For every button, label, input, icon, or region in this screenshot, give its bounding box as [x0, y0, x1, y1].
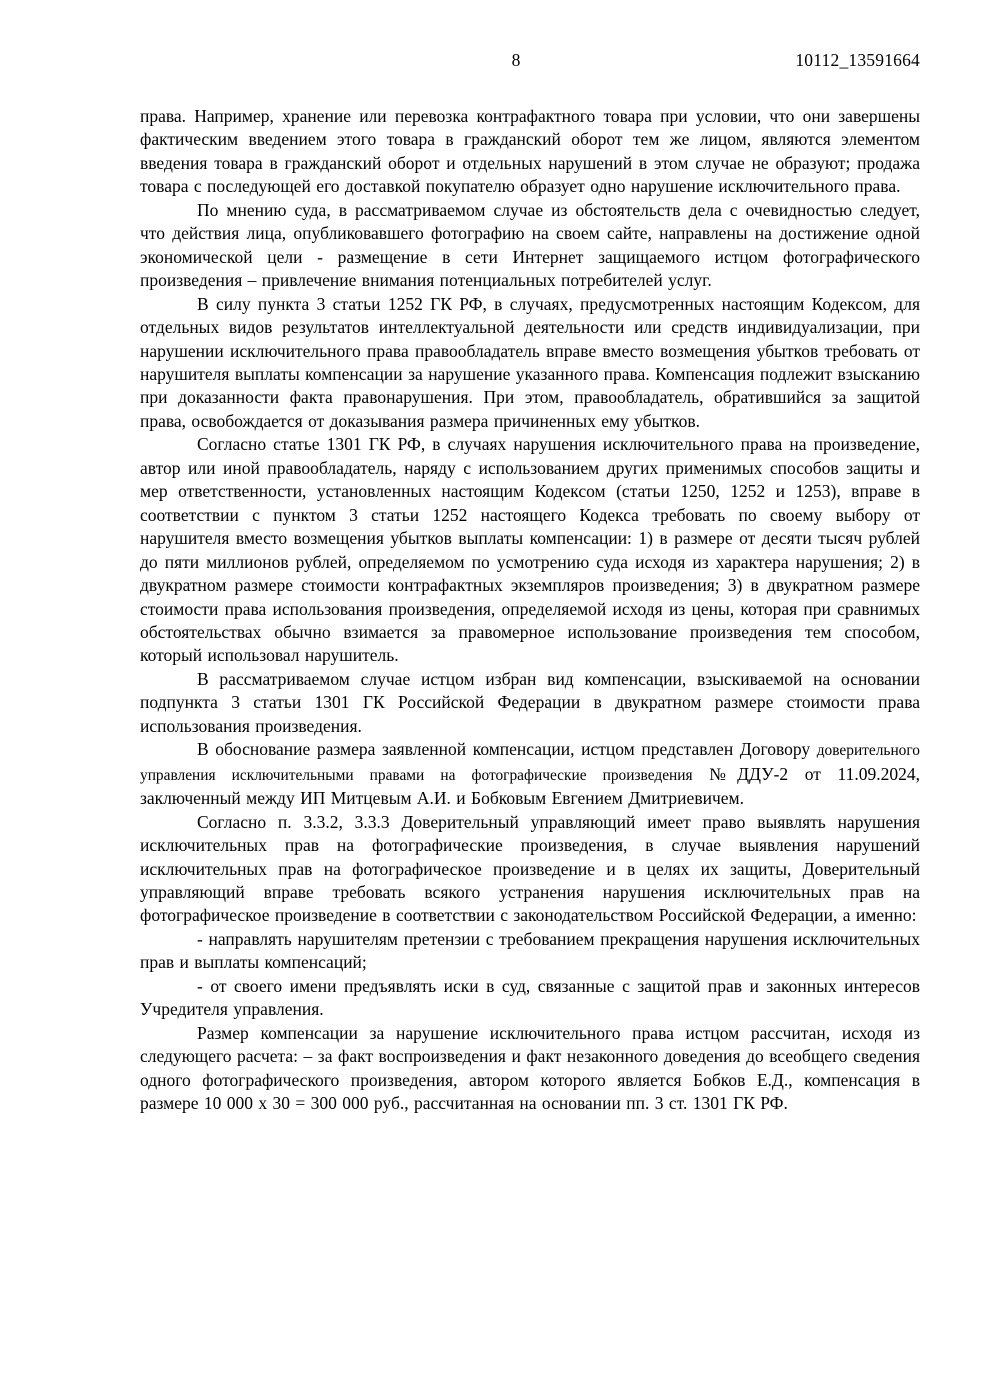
page-header — [140, 48, 920, 72]
paragraph-trustee-rights: Согласно п. 3.3.2, 3.3.3 Доверительный управляющий имеет право выявлять нарушения исключительных прав на фотографические произведения, в случае выявления нарушений исключительных прав на фотографическое произведение и в целях их защиты, Доверительный управляющий вправе требовать всякого устранения нарушения исключительных прав на фотографическое произведение в соответствии с законодательством Российской Федерации, а именно: — [140, 811, 920, 926]
paragraph-compensation-calculation: Размер компенсации за нарушение исключительного права истцом рассчитан, исходя из следующего расчета: – за факт воспроизведения и факт незаконного доведения до всеобщего сведения одного фотографического произведения, автором которого является Бобков Е.Д., компенсация в размере 10 000 х 30 = 300 000 руб., рассчитанная на основании пп. 3 ст. 1301 ГК РФ. — [140, 1022, 920, 1114]
paragraph-contract-justification — [140, 738, 920, 810]
paragraph-text-small: доверительного управления исключительными правами на фотографические произведения — [140, 742, 920, 784]
paragraph-chosen-compensation: В рассматриваемом случае истцом избран вид компенсации, взыскиваемой на основании подпункта 3 статьи 1301 ГК Российской Федерации в двукратном размере стоимости права использования произведения. — [140, 668, 920, 736]
paragraph-text: В обоснование размера заявленной компенсации, истцом представлен Договору — [197, 739, 811, 760]
document-id: 10112_13591664 — [795, 50, 920, 70]
paragraph-continuation: права. Например, хранение или перевозка контрафактного товара при условии, что они завершены фактическим введением этого товара в гражданский оборот тем же лицом, являются элементом введения товара в гражданский оборот и отдельных нарушений в этом случае не образуют; продажа товара с последующей его доставкой покупателю образует одно нарушение исключительного права. — [140, 106, 920, 197]
paragraph-text: №ДДУ-2 от 11.09.2024, заключенный между ИП Митцевым А.И. и Бобковым Евгением Дмитриевичем. — [140, 763, 920, 809]
page-number: 8 — [511, 50, 521, 70]
paragraph-bullet-claims: - направлять нарушителям претензии с требованием прекращения нарушения исключительных прав и выплаты компенсаций; — [140, 928, 920, 973]
paragraph-bullet-lawsuits: - от своего имени предъявлять иски в суд, связанные с защитой прав и законных интересов Учредителя управления. — [140, 975, 920, 1020]
paragraph-article-1301: Согласно статье 1301 ГК РФ, в случаях нарушения исключительного права на произведение, автор или иной правообладатель, наряду с использованием других применимых способов защиты и мер ответственности, установленных настоящим Кодексом (статьи 1250, 1252 и 1253), вправе в соответствии с пунктом 3 статьи 1252 настоящего Кодекса требовать по своему выбору от нарушителя вместо возмещения убытков выплаты компенсации: 1) в размере от десяти тысяч рублей до пяти миллионов рублей, определяемом по усмотрению суда исходя из характера нарушения; 2) в двукратном размере стоимости контрафактных экземпляров произведения; 3) в двукратном размере стоимости права использования произведения, определяемой исходя из цены, которая при сравнимых обстоятельствах обычно взимается за правомерное использование произведения тем способом, который использовал нарушитель. — [140, 434, 920, 666]
paragraph-court-opinion: По мнению суда, в рассматриваемом случае из обстоятельств дела с очевидностью следует, что действия лица, опубликовавшего фотографию на своем сайте, направлены на достижение одной экономической цели - размещение в сети Интернет защищаемого истцом фотографического произведения – привлечение внимания потенциальных потребителей услуг. — [140, 199, 920, 291]
document-body — [140, 105, 920, 1115]
paragraph-article-1252: В силу пункта 3 статьи 1252 ГК РФ, в случаях, предусмотренных настоящим Кодексом, для отдельных видов результатов интеллектуальной деятельности или средств индивидуализации, при нарушении исключительного права правообладатель вправе вместо возмещения убытков требовать от нарушителя выплаты компенсации за нарушение указанного права. Компенсация подлежит взысканию при доказанности факта правонарушения. При этом, правообладатель, обратившийся за защитой права, освобождается от доказывания размера причиненных ему убытков. — [140, 293, 920, 431]
